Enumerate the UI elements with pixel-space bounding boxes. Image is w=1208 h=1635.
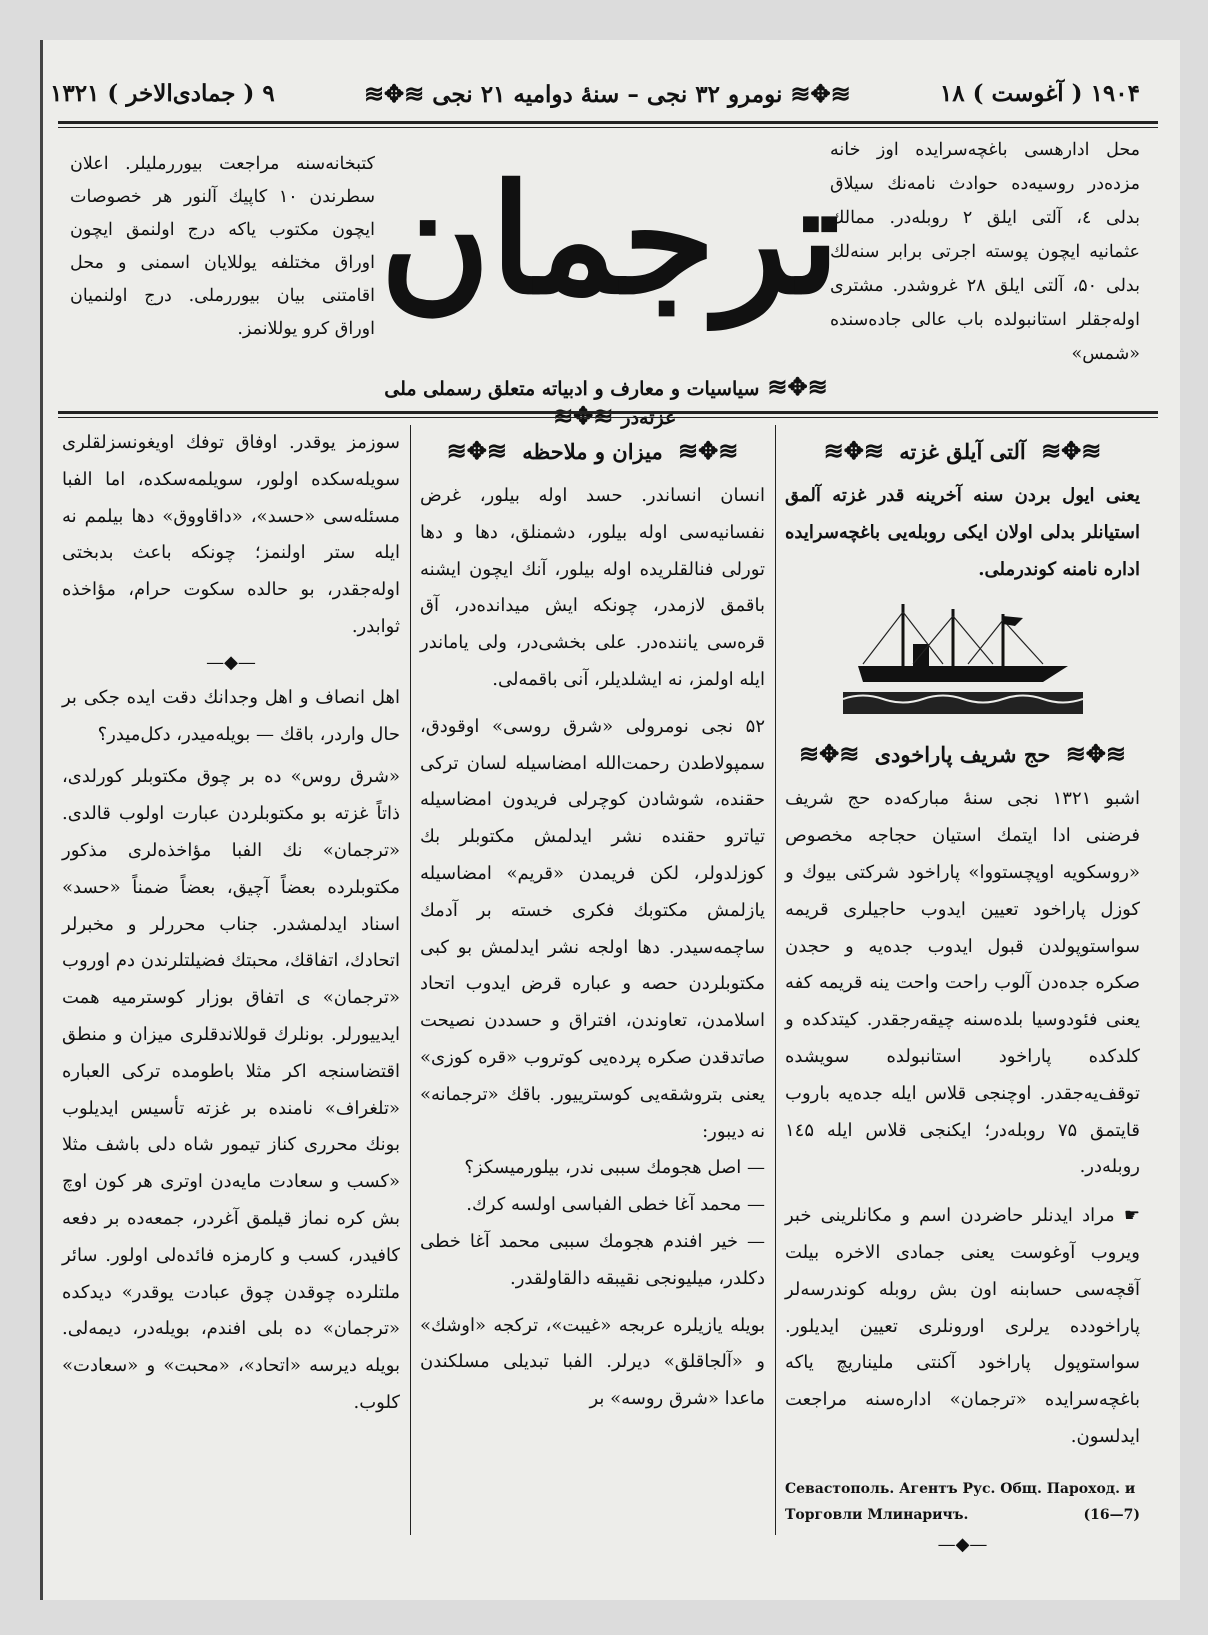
steamship-icon [843,604,1083,714]
ornament-icon: ≋✥≋ [767,372,828,401]
paragraph: ☛ مراد ایدنلر حاضردن اسم و مکانلرینی خبر ویروب آوغوست یعنی جمادی الاخره بیلت آقچه‌سی حسابنه اون بش روبله کوندرسه‌لر پاراخودده یرلری اورونلری تعیین ایدیلور. سواستوپول پاراخود آکنتی ملیناریچ یاکه باغچه‌سرایده «ترجمان» اداره‌سنه مراجعت ایدلسون. [785,1205,1140,1447]
paragraph: — محمد آغا خطی الفباسی اولسه کرك. [466,1194,765,1216]
ornament-icon: ≋✥≋ [446,436,507,465]
paragraph: — اصل هجومك سببی ندر، بیلورمیسکز؟ [464,1157,765,1179]
heading-text: آلتی آیلق غزته [899,439,1026,464]
heading-text: میزان و ملاحظه [522,439,663,464]
paragraph: یعنی ایول بردن سنه آخرینه قدر غزته آلمق استیانلر بدلی اولان ایکی روبله‌یی باغچه‌سرایده اداره نامنه کوندرملی. [785,485,1140,580]
paragraph: ۵۲ نجی نومرولی «شرق روسی» اوقودق، سمپولاطدن رحمت‌الله امضاسیله لسان ترکی حقنده، شوشادن کوچرلی فریدون امضاسیله تیاترو حقنده نشر ایدلمش مکتوبلر بك کوزلدولر، لکن فریمدن «قریم» امضاسیله یازلمش مکتوبك فکری خسته بر آدمك ساچمه‌سیدر. دها اولجه نشر ایدلمش بو کبی مکتوبلردن حصه و عباره قرض ایدوب اتحاد اسلامدن، تعاوندن، افتراق و حسددن نصیحت صاتدقدن صکره پرده‌یی کوتروب «قره کوزی» یعنی بتروشقه‌یی کوسترییور. باقك «ترجمانه» نه دیبور: [420,715,765,1142]
column-middle [420,425,765,1535]
column-divider [410,425,411,1535]
paragraph: — خیر افندم هجومك سببی محمد آغا خطی دکلدر، میلیونجی نقیبقه دالقاولقدر. [420,1230,765,1289]
masthead-title: ترجمان [380,152,840,328]
agent-notice [785,1476,1140,1528]
ornament-icon: ≋✥≋ [1065,739,1127,769]
separator-icon: —◆— [206,651,256,673]
ornament-icon: ≋✥≋ [790,78,851,108]
heading-six-month [785,431,1140,472]
column-left [62,425,400,1535]
paragraph: اهل انصاف و اهل وجدانك دقت ایده جکی بر حال واردر، باقك — بویله‌میدر، دکل‌میدر؟ [62,686,400,745]
ornament-icon: ≋✥≋ [1041,436,1102,465]
issue-number [356,79,859,108]
issue-text: نومرو ۳۲ نجی – سنهٔ دوامیه ۲۱ نجی [432,80,783,108]
subtitle-text: سیاسیات و معارف و ادبیاته متعلق رسملی ملی غزته‌در [384,378,760,429]
separator-icon: —◆— [937,1533,988,1555]
ornament-icon: ≋✥≋ [823,436,884,465]
heading-text: حج شریف پاراخودی [874,742,1051,768]
paragraph: اشبو ۱۳۲۱ نجی سنهٔ مبارکه‌ده حج شریف فرضنی ادا ایتمك استیان حجاجه مخصوص «روسکویه اوپچستووا» پاراخود شرکتی بیوك و کوزل پاراخود تعیین ایدوب حاجیلری قریمه سواستوپولدن قبول ایدوب جده‌یه و حجدن صکره جده‌دن آلوب راحت واحت ینه قریمه کفه یعنی فئودوسیا بلده‌سنه چیقه‌رجقدر. کیتدکده و کلدکده پاراخود استانبولده سویشده توقف‌یه‌جقدر. اوچنجی قلاس ایله جده‌یه باروب قایتمق ۷۵ روبله‌در؛ ایکنجی قلاس ایله ۱٤۵ روبله‌در. [785,788,1141,1178]
advertising-info: کتبخانه‌سنه مراجعت بیوررملیلر. اعلان سطرندن ۱۰ کاپیك آلنور هر خصوصات ایچون مکتوب یاکه درج اولنمق ایچون اوراق مختلفه یوللایان اسمنی و محل اقامتنی بیان بیوررملی. درج اولنمیان اوراق کرو یوللانمز. [70,154,375,339]
ornament-icon: ≋✥≋ [798,739,860,769]
heading-mizan [420,431,765,472]
paragraph: انسان انساندر. حسد اوله بیلور، غرض نفسانیه‌سی اوله بیلور، دشمنلق، دها و دها تورلی فنالقلریده اوله بیلور، آنك ایچون ایشنه باقمق لازمدر، چونکه ایش میدانده‌در، آق قره‌سی یاننده‌در. علی بخشی‌در، ولی یاماندر ایله اولمز، نه ایشلدیلر، آنی باقمه‌لی. [420,485,765,690]
agent-line: Севастополь. Агентъ Рус. Общ. Пароход. и [785,1480,1136,1497]
paragraph: سوزمز یوقدر. اوفاق توفك اویغونسزلقلری سویله‌سکده اولور، سویلمه‌سکده، اما الفبا مسئله‌سی «حسد»، «داقاووق» دها بیلمم نه ایله ستر اولنمز؛ چونکه باعث بدبختی اوله‌جقدر، بو حالده سکوت حرام، مؤاخذه ثوابدر. [62,432,400,637]
ornament-icon: ≋✥≋ [553,401,614,430]
paragraph: «شرق روس» ده بر چوق مکتوبلر کورلدی، ذاتاً غزته بو مکتوبلردن عبارت اولوب قالدی. «ترجمان» نك الفبا مؤاخذه‌لری مذکور مکتوبلرده بعضاً آچیق، بعضاً ضمناً «حسد» اسناد ایدلمشدر. جناب محررلر و مخبرلر اتحادك، اتفاقك، محبتك فضیلتلرندن دم اوروب «ترجمان» ی اتفاق بوزار کوسترمیه همت ایدییورلر. بونلرك قوللاندقلری میزان و منطق اقتضاسنجه اکر مثلا باطومده ترکی العباره «تلغراف» نامنده بر غزته تأسیس ایدیلوب بونك محرری کناز تیمور شاه دلی باشف مثلا «کسب و سعادت مایه‌دن اوتری هر کون اوچ بش کره نماز قیلمق آغردر، جمعه‌ده بر دفعه کافیدر، کسب و کارمزه فائده‌لی اولور. سائر ملتلرده چوقدن چوق عبادت یوقدر» دیدکده «ترجمان» ده بلی افندم، بویله‌در، دیمه‌لی. بویله دیرسه «اتحاد»، «محبت» و «سعادت» کلوب. [62,766,400,1413]
date-gregorian: ۱۹۰۴ ( آغوست ) ۱۸ [939,79,1140,107]
agent-code: (16—7) [1083,1506,1140,1523]
column-divider [775,425,776,1535]
subscription-info: محل ادارهسی باغچه‌سرایده اوز خانه مزده‌در روسیه‌ده حوادث نامه‌نك سیلاق بدلی ٤، آلتی ایلق ۲ روبله‌در. ممالك عثمانیه ایچون پوسته اجرتی برابر سنه‌لك بدلی ۵۰، آلتی ایلق ۲۸ غروشدر. مشتری اوله‌جقلر استانبولده باب عالی جاده‌سنده «شمس» [830,140,1140,364]
dateline [50,75,1140,111]
column-right [785,425,1141,1555]
ornament-icon: ≋✥≋ [363,78,425,108]
paragraph: بویله یازیلره عربجه «غیبت»، ترکجه «اوشك» و «آلجاقلق» دیرلر. الفبا تبدیلی مسلکندن ماعدا «شرق روسه» بر [420,1314,765,1410]
top-rule [58,121,1158,128]
date-hijri: ۹ ( جمادی‌الاخر ) ۱۳۲۱ [50,79,275,107]
middle-rule [58,411,1158,418]
heading-hajj-ship [785,734,1140,775]
ornament-icon: ≋✥≋ [678,436,739,465]
masthead-subtitle [330,372,890,430]
agent-line: Торговли Млинаричъ. [785,1506,969,1523]
